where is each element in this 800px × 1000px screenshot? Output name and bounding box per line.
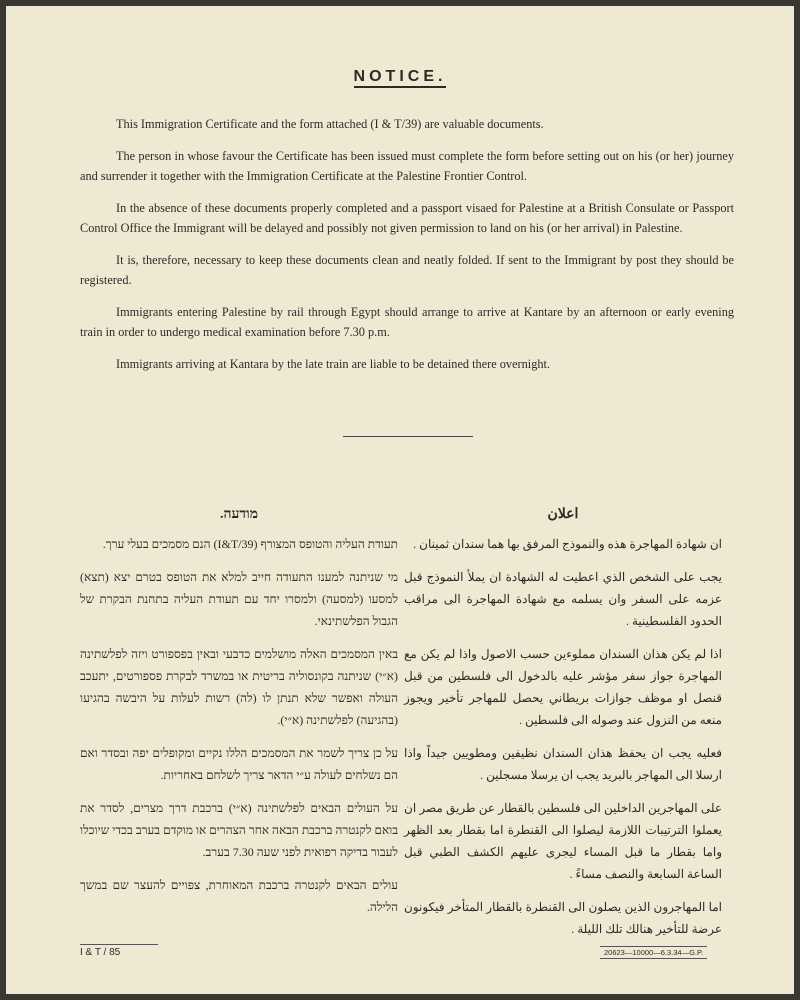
- english-paragraph: Immigrants arriving at Kantara by the late train are liable to be detained there overnight.: [116, 356, 550, 371]
- arabic-paragraph: ان شهادة المهاجرة هذه والنموذج المرفق بها هما سندان ثمينان .: [413, 537, 722, 551]
- english-paragraph: Immigrants entering Palestine by rail through Egypt should arrange to arrive at Kantare by an afternoon or early evening train in order to undergo medical examination before 7.30 p.m.: [80, 304, 734, 339]
- arabic-paragraph: على المهاجرين الداخلين الى فلسطين بالقطار عن طريق مصر ان يعملوا الترتيبات اللازمة ليصلوا الى القنطرة اما بقطار بعد الظهر واما بقطار ما قبل المساء ليجرى عليهم الكشف الطبي قبل الساعة السابعة والنصف مساءً .: [404, 801, 722, 881]
- arabic-paragraph: اما المهاجرون الذين يصلون الى القنطرة بالقطار المتأخر فيكونون عرضة للتأخير هنالك تلك الليلة .: [404, 900, 722, 936]
- section-divider: [343, 436, 473, 437]
- english-paragraph: In the absence of these documents properly completed and a passport visaed for Palestine at a British Consulate or Passport Control Office the Immigrant will be delayed and possibly not given permission to land on his (or her arrival) in Palestine.: [80, 200, 734, 235]
- arabic-paragraph: اذا لم يكن هذان السندان مملوءين حسب الاصول واذا لم يكن مع المهاجرة جواز سفر مؤشر عليه بالدخول الى فلسطين من قبل قنصل او موظف جوازات بريطاني يحصل للمهاجر تأخير ويجوز منعه من النزول عند وصوله الى فلسطين .: [404, 647, 722, 727]
- hebrew-heading: מודעה.: [219, 507, 259, 522]
- english-paragraph: It is, therefore, necessary to keep these documents clean and neatly folded. If sent to the Immigrant by post they should be registered.: [80, 252, 734, 287]
- form-code: I & T / 85: [80, 944, 158, 958]
- english-paragraph: The person in whose favour the Certificate has been issued must complete the form before setting out on his (or her) journey and surrender it together with the Immigration Certificate at the Palestine Frontier Control.: [80, 148, 734, 183]
- english-paragraph: This Immigration Certificate and the form attached (I & T/39) are valuable documents.: [116, 117, 544, 131]
- arabic-heading: اعلان: [547, 507, 579, 522]
- hebrew-paragraph: על העולים הבאים לפלשתינה (א״י) ברכבת דרך מצרים, לסדר את בואם לקנטרה ברכבת הבאה אחר הצהרים או מוקדם בערב בכדי שיוכלו לעבור בדיקה רפואית לפני שעה 7.30 בערב.: [80, 801, 398, 859]
- hebrew-paragraph: באין המסמכים האלה מושלמים כדבעי ובאין בפספורט ויזה לפלשתינה (א״י) שניתנה בקונסוליה בריטית או במשרד לבקרת פספורטים, יתעכב העולה ואפשר שלא תנתן לו (לה) רשות לעלות על היבשה בהגיעו (בהגיעה) לפלשתינה (א״י).: [80, 647, 398, 727]
- english-section: [80, 114, 734, 385]
- hebrew-paragraph: על כן צריך לשמר את המסמכים הללו נקיים ומקופלים יפה ובסדר ואם הם נשלחים לעולה ע״י הדאר צריך לשלחם באחריות.: [80, 746, 398, 782]
- hebrew-section: [80, 504, 398, 929]
- notice-title: NOTICE.: [6, 68, 794, 86]
- hebrew-paragraph: תעודת העליה והטופס המצורף (I&T/39) הנם מסמכים בעלי ערך.: [102, 537, 398, 551]
- arabic-paragraph: فعليه يجب ان يحفظ هذان السندان نظيفين ومطويين جيداً واذا ارسلا الى المهاجر بالبريد يجب ان يرسلا مسجلين .: [404, 746, 722, 782]
- hebrew-paragraph: מי שניתנה למענו התעודה חייב למלא את הטופס בטרם יצא (תצא) למסעו (למסעה) ולמסרו יחד עם תעודת העליה בתחנת הבקרת של הגבול הפלשתינאי.: [80, 570, 398, 628]
- hebrew-paragraph: עולים הבאים לקנטרה ברכבת המאוחרת, צפויים להעצר שם במשך הלילה.: [80, 878, 398, 914]
- arabic-section: [404, 504, 722, 951]
- arabic-paragraph: يجب على الشخص الذي اعطيت له الشهادة ان يملأ النموذج قبل عزمه على السفر وان يسلمه مع شهادة المهاجرة الى مراقب الحدود الفلسطينية .: [404, 570, 722, 628]
- print-code: 20623—10000—6.3.34—G.P.: [600, 946, 707, 959]
